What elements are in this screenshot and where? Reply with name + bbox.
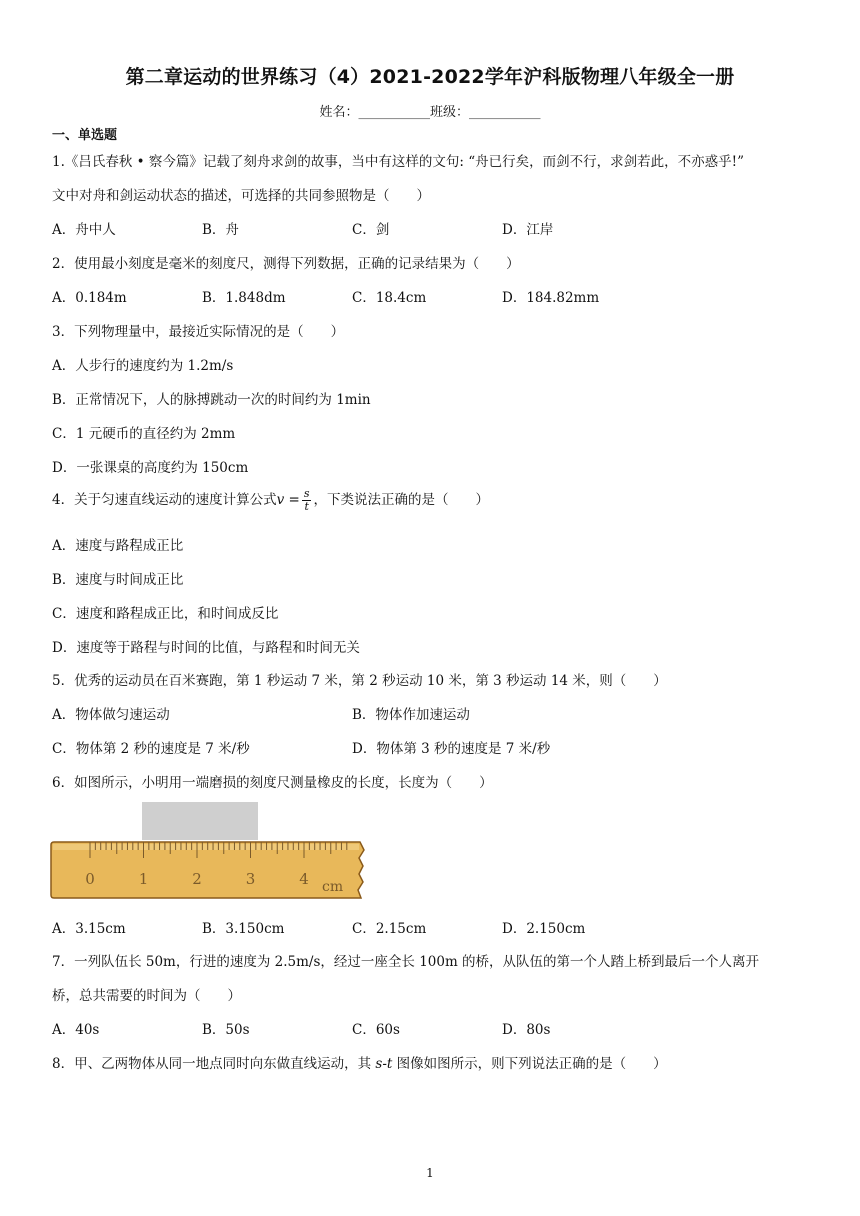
question-5-option-b[interactable]: B．物体作加速运动 xyxy=(352,707,470,723)
ruler-shade xyxy=(53,844,359,850)
ruler-tick-label: 4 xyxy=(299,870,309,888)
question-1-stem-line-1: 1.《吕氏春秋 • 察今篇》记载了刻舟求剑的故事，当中有这样的文句: “舟已行矣，而剑不行，求剑若此，不亦惑乎!” xyxy=(52,154,744,170)
question-3-stem: 3．下列物理量中，最接近实际情况的是（ ） xyxy=(52,324,345,340)
question-7-stem-line-1: 7．一列队伍长 50m，行进的速度为 2.5m/s，经过一座全长 100m 的桥，从队伍的第一个人踏上桥到最后一个人离开 xyxy=(52,954,760,970)
question-7-option-a[interactable]: A．40s xyxy=(52,1022,100,1038)
question-8-stem xyxy=(52,1052,667,1072)
ruler-svg xyxy=(50,800,370,904)
formula-fraction xyxy=(302,488,312,513)
question-5-option-d[interactable]: D．物体第 3 秒的速度是 7 米/秒 xyxy=(352,741,551,757)
question-1-option-d[interactable]: D．江岸 xyxy=(502,222,554,238)
ruler-figure xyxy=(50,800,370,904)
question-5-stem: 5．优秀的运动员在百米赛跑，第 1 秒运动 7 米，第 2 秒运动 10 米，第 3 秒运动 14 米，则（ ） xyxy=(52,673,667,689)
question-8-st-symbol: s-t xyxy=(375,1056,393,1072)
question-3-option-c[interactable]: C．1 元硬币的直径约为 2mm xyxy=(52,426,236,442)
ruler-tick-label: 1 xyxy=(138,870,149,888)
student-info: 姓名：___________班级：___________ xyxy=(319,105,541,120)
question-2-option-c[interactable]: C．18.4cm xyxy=(352,290,427,306)
question-8-stem-prefix: 8．甲、乙两物体从同一地点同时向东做直线运动，其 xyxy=(52,1056,376,1072)
formula-lhs: v = xyxy=(276,492,300,508)
question-1-stem-line-2: 文中对舟和剑运动状态的描述，可选择的共同参照物是（ ） xyxy=(52,188,430,204)
question-4-stem-suffix: ，下类说法正确的是（ ） xyxy=(313,492,489,508)
eraser xyxy=(142,802,258,840)
formula-denominator: t xyxy=(304,500,309,513)
question-5-option-a[interactable]: A．物体做匀速运动 xyxy=(52,707,170,723)
question-4-option-b[interactable]: B．速度与时间成正比 xyxy=(52,572,184,588)
question-6-option-d[interactable]: D．2.150cm xyxy=(502,921,586,937)
question-4-stem xyxy=(52,488,489,513)
question-4-option-c[interactable]: C．速度和路程成正比，和时间成反比 xyxy=(52,606,279,622)
question-7-stem-line-2: 桥，总共需要的时间为（ ） xyxy=(52,988,241,1004)
ruler-body xyxy=(51,842,364,898)
question-1-option-c[interactable]: C．剑 xyxy=(352,222,390,238)
question-2-option-b[interactable]: B．1.848dm xyxy=(202,290,286,306)
question-7-option-c[interactable]: C．60s xyxy=(352,1022,400,1038)
page-number: 1 xyxy=(426,1166,434,1180)
question-3-option-d[interactable]: D．一张课桌的高度约为 150cm xyxy=(52,460,249,476)
question-7-option-d[interactable]: D．80s xyxy=(502,1022,551,1038)
question-6-option-b[interactable]: B．3.150cm xyxy=(202,921,285,937)
page-title: 第二章运动的世界练习（4）2021-2022学年沪科版物理八年级全一册 xyxy=(125,66,735,88)
formula-numerator: s xyxy=(303,487,310,500)
section-title: 一、单选题 xyxy=(52,128,118,143)
question-7-option-b[interactable]: B．50s xyxy=(202,1022,250,1038)
question-4-option-d[interactable]: D．速度等于路程与时间的比值，与路程和时间无关 xyxy=(52,640,360,656)
question-3-option-b[interactable]: B．正常情况下，人的脉搏跳动一次的时间约为 1min xyxy=(52,392,371,408)
question-1-option-b[interactable]: B．舟 xyxy=(202,222,239,238)
ruler-unit: cm xyxy=(322,879,344,895)
question-6-option-c[interactable]: C．2.15cm xyxy=(352,921,427,937)
question-3-option-a[interactable]: A．人步行的速度约为 1.2m/s xyxy=(52,358,234,374)
question-2-stem: 2．使用最小刻度是毫米的刻度尺，测得下列数据，正确的记录结果为（ ） xyxy=(52,256,520,272)
question-1-option-a[interactable]: A．舟中人 xyxy=(52,222,116,238)
question-2-option-d[interactable]: D．184.82mm xyxy=(502,290,600,306)
question-4-stem-prefix: 4．关于匀速直线运动的速度计算公式 xyxy=(52,492,277,508)
question-4-option-a[interactable]: A．速度与路程成正比 xyxy=(52,538,184,554)
ruler-tick-label: 2 xyxy=(192,870,202,888)
ruler-tick-label: 3 xyxy=(245,870,256,888)
ruler-tick-label: 0 xyxy=(85,870,95,888)
question-5-option-c[interactable]: C．物体第 2 秒的速度是 7 米/秒 xyxy=(52,741,250,757)
question-6-option-a[interactable]: A．3.15cm xyxy=(52,921,126,937)
question-6-stem: 6．如图所示，小明用一端磨损的刻度尺测量橡皮的长度，长度为（ ） xyxy=(52,775,493,791)
question-8-stem-suffix: 图像如图所示，则下列说法正确的是（ ） xyxy=(392,1056,667,1072)
question-2-option-a[interactable]: A．0.184m xyxy=(52,290,127,306)
